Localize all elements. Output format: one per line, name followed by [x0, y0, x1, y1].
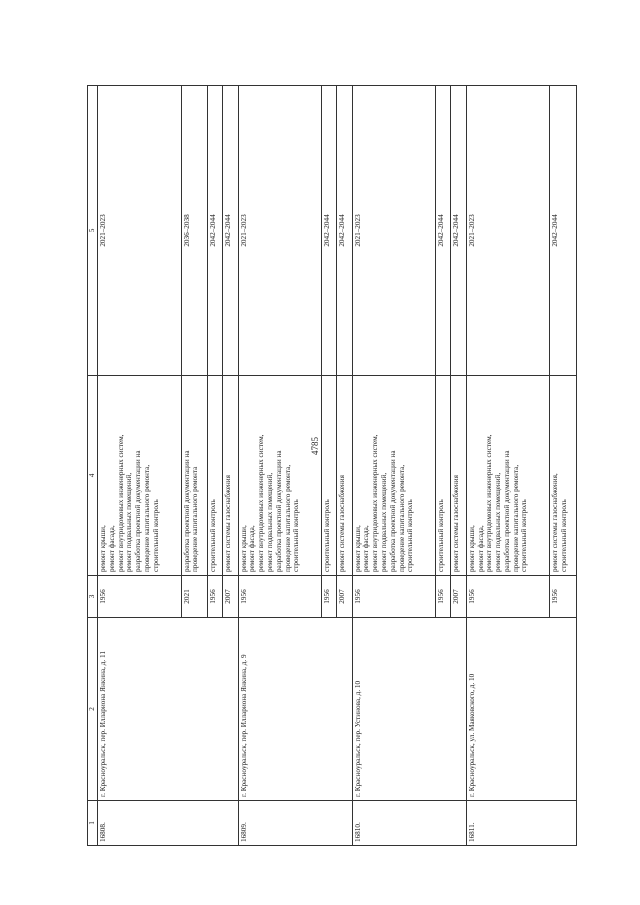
period: 2042–2044	[322, 86, 337, 376]
header-row	[88, 86, 98, 846]
work-item: строительный контроль	[151, 499, 160, 572]
work-item: ремонт подвальных помещений,	[494, 472, 503, 572]
works-list	[352, 376, 436, 576]
header-cell: 5	[88, 86, 98, 376]
works-list	[98, 376, 182, 576]
work-item: ремонт внутридомовых инженерных систем,	[371, 434, 380, 572]
work-item: ремонт крыши,	[467, 525, 476, 572]
year: 2007	[223, 576, 238, 618]
period: 2042–2044	[223, 86, 238, 376]
work-item: ремонт фасада,	[476, 525, 485, 572]
work-item: строительный контроль	[209, 499, 218, 572]
work-item: разработка проектной документации на	[134, 450, 143, 572]
work-item: ремонт системы газоснабжения,	[551, 473, 560, 572]
work-item: ремонт фасада,	[248, 525, 257, 572]
year: 1956	[208, 576, 223, 618]
work-item: строительный контроль	[560, 499, 569, 572]
period: 2042–2044	[550, 86, 577, 376]
work-item: проведение капитального ремонта,	[511, 464, 520, 572]
address: г. Краснoуральск, пер. Иллариона Янкина, д. 11	[98, 618, 239, 801]
year: 1956	[352, 576, 436, 618]
year: 2007	[451, 576, 466, 618]
work-item: ремонт внутридомовых инженерных систем,	[116, 434, 125, 572]
header-cell: 2	[88, 618, 98, 801]
page-number: 4785	[310, 437, 320, 455]
works-list	[223, 376, 238, 576]
year: 1956	[466, 576, 550, 618]
work-item: строительный контроль	[323, 499, 332, 572]
work-item: ремонт крыши,	[353, 525, 362, 572]
work-item: разработка проектной документации на	[182, 450, 191, 572]
work-item: ремонт подвальных помещений,	[380, 472, 389, 572]
work-item: ремонт внутридомовых инженерных систем,	[257, 434, 266, 572]
year: 2007	[337, 576, 352, 618]
work-item: проведение капитального ремонта	[191, 466, 200, 572]
repair-schedule-table	[87, 85, 577, 846]
works-list	[436, 376, 451, 576]
work-item: проведение капитального ремонта,	[142, 464, 151, 572]
work-item: ремонт системы газоснабжения	[338, 475, 347, 572]
row-number: 16810.	[352, 801, 466, 846]
table-row	[98, 86, 182, 846]
year: 1956	[98, 576, 182, 618]
works-list	[238, 376, 322, 576]
work-item: ремонт подвальных помещений,	[125, 472, 134, 572]
rotated-table-container	[87, 86, 577, 846]
work-item: строительный контроль	[520, 499, 529, 572]
work-item: строительный контроль	[437, 499, 446, 572]
works-list	[466, 376, 550, 576]
period: 2021–2023	[466, 86, 550, 376]
year: 1956	[238, 576, 322, 618]
period: 2036–2038	[181, 86, 208, 376]
period: 2042–2044	[337, 86, 352, 376]
work-item: ремонт подвальных помещений,	[266, 472, 275, 572]
row-number: 16809.	[238, 801, 352, 846]
period: 2042–2044	[436, 86, 451, 376]
work-item: ремонт фасада,	[107, 525, 116, 572]
period: 2021–2023	[98, 86, 182, 376]
work-item: разработка проектной документации на	[502, 450, 511, 572]
table-row	[466, 86, 550, 846]
table-row	[238, 86, 322, 846]
work-item: проведение капитального ремонта,	[397, 464, 406, 572]
address: г. Краснoуральск, пер. Устинова, д. 10	[352, 618, 466, 801]
row-number: 16808.	[98, 801, 239, 846]
header-cell: 1	[88, 801, 98, 846]
year: 2021	[181, 576, 208, 618]
works-list	[550, 376, 577, 576]
works-list	[451, 376, 466, 576]
works-list	[322, 376, 337, 576]
year: 1956	[436, 576, 451, 618]
work-item: ремонт системы газоснабжения	[224, 475, 233, 572]
work-item: строительный контроль	[292, 499, 301, 572]
works-list	[337, 376, 352, 576]
period: 2042–2044	[451, 86, 466, 376]
works-list	[181, 376, 208, 576]
work-item: ремонт внутридомовых инженерных систем,	[485, 434, 494, 572]
period: 2042–2044	[208, 86, 223, 376]
header-cell: 4	[88, 376, 98, 576]
year: 1956	[550, 576, 577, 618]
table-row	[352, 86, 436, 846]
work-item: ремонт системы газоснабжения	[452, 475, 461, 572]
work-item: проведение капитального ремонта,	[283, 464, 292, 572]
header-cell: 3	[88, 576, 98, 618]
period: 2021–2023	[352, 86, 436, 376]
work-item: ремонт фасада,	[362, 525, 371, 572]
period: 2021–2023	[238, 86, 322, 376]
works-list	[208, 376, 223, 576]
work-item: разработка проектной документации на	[274, 450, 283, 572]
year: 1956	[322, 576, 337, 618]
row-number: 16811.	[466, 801, 576, 846]
address: г. Краснoуральск, пер. Иллариона Янкина, д. 9	[238, 618, 352, 801]
address: г. Краснoуральск, ул. Маяковского, д. 10	[466, 618, 576, 801]
work-item: строительный контроль	[406, 499, 415, 572]
work-item: ремонт крыши,	[239, 525, 248, 572]
work-item: ремонт крыши,	[99, 525, 107, 572]
work-item: разработка проектной документации на	[388, 450, 397, 572]
